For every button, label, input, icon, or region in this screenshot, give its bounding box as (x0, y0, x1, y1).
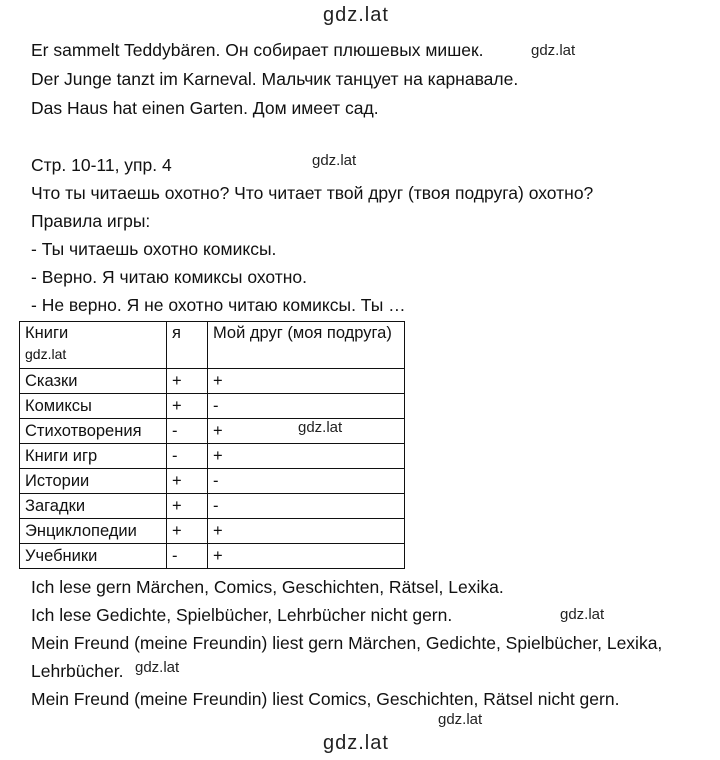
cell-book: Учебники (20, 544, 167, 569)
translation-line: Der Junge tanzt im Karneval. Мальчик танцует на карнавале. (31, 69, 519, 89)
header-cell-books (20, 322, 167, 369)
cell-friend: + (208, 519, 405, 544)
table-row (20, 444, 405, 469)
watermark: gdz.lat (298, 419, 343, 436)
cell-book: Энциклопедии (20, 519, 167, 544)
watermark: gdz.lat (312, 152, 357, 169)
cell-me: + (167, 369, 208, 394)
answer-line: Lehrbücher. (31, 661, 124, 681)
answer-line: Mein Freund (meine Freundin) liest Comics, Geschichten, Rätsel nicht gern. (31, 689, 620, 709)
cell-me: + (167, 494, 208, 519)
rule-item: - Ты читаешь охотно комиксы. (31, 239, 277, 259)
cell-book: Стихотворения (20, 419, 167, 444)
translation-line: Das Haus hat einen Garten. Дом имеет сад. (31, 98, 379, 118)
rule-item: - Не верно. Я не охотно читаю комиксы. Ты … (31, 295, 406, 315)
cell-me: - (167, 419, 208, 444)
table-row (20, 419, 405, 444)
cell-me: + (167, 469, 208, 494)
cell-friend: - (208, 494, 405, 519)
watermark: gdz.lat (438, 711, 483, 728)
exercise-question: Что ты читаешь охотно? Что читает твой друг (твоя подруга) охотно? (31, 183, 594, 203)
cell-book: Книги игр (20, 444, 167, 469)
cell-me: - (167, 444, 208, 469)
cell-friend: - (208, 469, 405, 494)
answer-line: Ich lese gern Märchen, Comics, Geschichten, Rätsel, Lexika. (31, 577, 504, 597)
watermark: gdz.lat (135, 659, 180, 676)
cell-book: Комиксы (20, 394, 167, 419)
header-label: Книги (25, 324, 69, 342)
cell-me: + (167, 519, 208, 544)
watermark-bottom: gdz.lat (323, 732, 389, 754)
cell-book: Загадки (20, 494, 167, 519)
header-cell-me: я (167, 322, 208, 369)
cell-me: - (167, 544, 208, 569)
table-row (20, 369, 405, 394)
table-row (20, 469, 405, 494)
cell-book: Сказки (20, 369, 167, 394)
cell-book: Истории (20, 469, 167, 494)
cell-friend: + (208, 444, 405, 469)
table-row (20, 544, 405, 569)
cell-friend: - (208, 394, 405, 419)
rule-item: - Верно. Я читаю комиксы охотно. (31, 267, 308, 287)
watermark-top: gdz.lat (323, 4, 389, 26)
table-header-row (20, 322, 405, 369)
translation-line: Er sammelt Teddybären. Он собирает плюшевых мишек. (31, 40, 484, 60)
header-cell-friend: Мой друг (моя подруга) (208, 322, 405, 369)
reading-preferences-table (19, 321, 405, 569)
answer-line: Ich lese Gedichte, Spielbücher, Lehrbücher nicht gern. (31, 605, 453, 625)
cell-friend: + (208, 419, 405, 444)
table-row (20, 494, 405, 519)
cell-friend: + (208, 544, 405, 569)
cell-me: + (167, 394, 208, 419)
cell-friend: + (208, 369, 405, 394)
table-row (20, 519, 405, 544)
rules-title: Правила игры: (31, 211, 151, 231)
watermark: gdz.lat (560, 606, 605, 623)
table-row (20, 394, 405, 419)
answer-line: Mein Freund (meine Freundin) liest gern Märchen, Gedichte, Spielbücher, Lexika, (31, 633, 663, 653)
watermark: gdz.lat (531, 42, 576, 59)
watermark: gdz.lat (25, 346, 67, 362)
exercise-heading: Стр. 10-11, упр. 4 (31, 155, 172, 175)
